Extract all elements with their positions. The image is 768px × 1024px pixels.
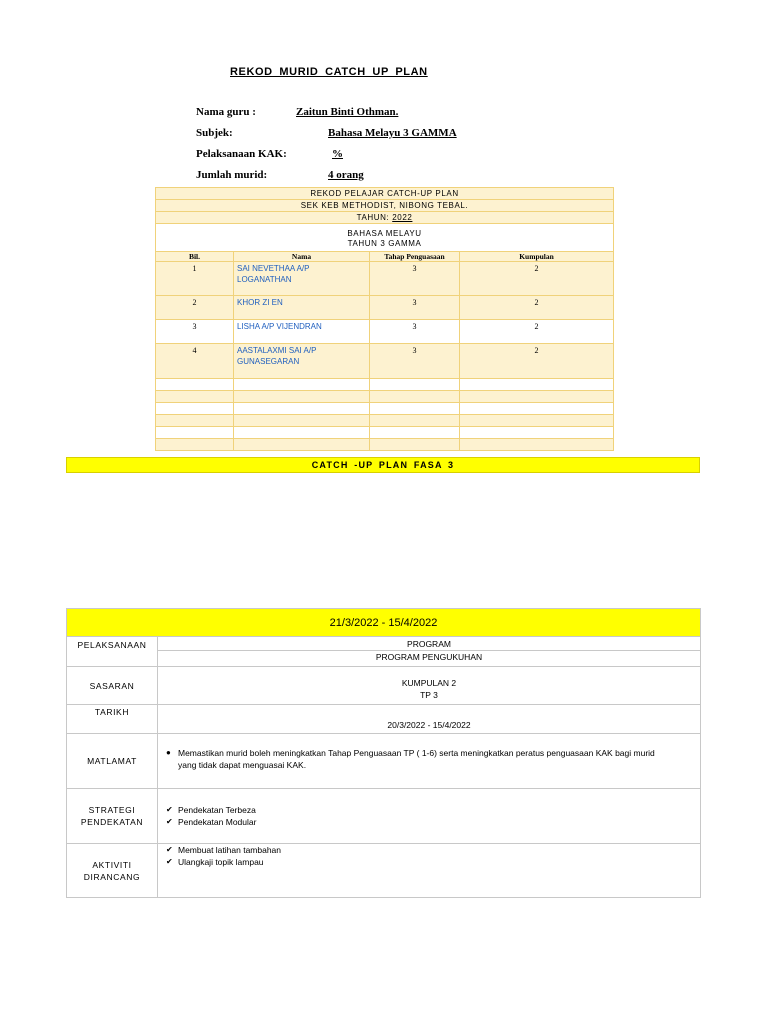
table-row (156, 344, 614, 379)
cell-kumpulan: 2 (460, 320, 614, 344)
col-header-bil: Bil. (156, 252, 234, 262)
nama-line: AASTALAXMI SAI A/P (237, 346, 317, 355)
cell-bil: 4 (156, 344, 234, 379)
cell-bil: 2 (156, 296, 234, 320)
matlamat-row (67, 734, 701, 789)
aktiviti-item (166, 856, 700, 868)
plan-date-range: 21/3/2022 - 15/4/2022 (67, 609, 701, 637)
cell-tahap: 3 (370, 344, 460, 379)
record-year-row (156, 212, 614, 224)
catch-up-plan-fasa-bar: CATCH -UP PLAN FASA 3 (66, 457, 700, 473)
pelaksanaan-row (67, 637, 701, 651)
catch-up-plan-table (66, 608, 701, 898)
strategi-row (67, 789, 701, 844)
col-header-tahap: Tahap Penguasaan (370, 252, 460, 262)
aktiviti-label-line: DIRANCANG (83, 871, 141, 882)
strategi-value (158, 789, 701, 844)
empty-cell (156, 415, 234, 427)
checkmark-icon: ✔ (166, 805, 173, 814)
record-column-header-row (156, 252, 614, 262)
record-heading: REKOD PELAJAR CATCH-UP PLAN (156, 188, 614, 200)
empty-cell (460, 379, 614, 391)
empty-cell (156, 379, 234, 391)
empty-cell (460, 427, 614, 439)
sasaran-label: SASARAN (67, 667, 158, 705)
aktiviti-item (166, 844, 700, 856)
empty-row (156, 427, 614, 439)
cell-kumpulan: 2 (460, 344, 614, 379)
matlamat-text-line: yang tidak dapat menguasai KAK. (178, 760, 307, 770)
strategi-item-label: Pendekatan Modular (178, 817, 257, 827)
program-row (67, 651, 701, 667)
info-label: Jumlah murid: (196, 169, 268, 181)
bullet-icon: ● (166, 748, 171, 757)
cell-bil: 3 (156, 320, 234, 344)
aktiviti-value (158, 844, 701, 898)
table-row (156, 262, 614, 296)
matlamat-text-line: Memastikan murid boleh meningkatkan Tahap Penguasaan TP ( 1-6) serta meningkatkan peratus penguasaan KAK bagi murid (178, 748, 655, 758)
empty-cell (460, 439, 614, 451)
nama-line: GUNASEGARAN (237, 357, 300, 366)
strategi-item (166, 816, 700, 828)
aktiviti-item-label: Membuat latihan tambahan (178, 845, 282, 855)
strategi-item-label: Pendekatan Terbeza (178, 805, 256, 815)
empty-cell (234, 439, 370, 451)
empty-cell (156, 391, 234, 403)
empty-row (156, 439, 614, 451)
record-subject (156, 224, 614, 252)
aktiviti-row (67, 844, 701, 898)
empty-cell (234, 427, 370, 439)
tarikh-value: 20/3/2022 - 15/4/2022 (158, 705, 701, 734)
nama-line: KHOR ZI EN (237, 298, 283, 307)
matlamat-item (166, 747, 700, 771)
info-label: Subjek: (196, 127, 233, 139)
cell-nama (234, 344, 370, 379)
program-label: PROGRAM (158, 637, 701, 651)
empty-cell (234, 391, 370, 403)
info-value: Bahasa Melayu 3 GAMMA (328, 127, 457, 139)
empty-cell (234, 403, 370, 415)
empty-cell (370, 403, 460, 415)
nama-line: LOGANATHAN (237, 275, 292, 284)
sasaran-value (158, 667, 701, 705)
cell-tahap: 3 (370, 262, 460, 296)
empty-cell (156, 427, 234, 439)
cell-tahap: 3 (370, 296, 460, 320)
empty-cell (460, 415, 614, 427)
aktiviti-item-label: Ulangkaji topik lampau (178, 857, 264, 867)
student-record-table (155, 187, 614, 451)
matlamat-value (158, 734, 701, 789)
cell-nama (234, 320, 370, 344)
info-label: Nama guru : (196, 106, 256, 118)
col-header-kumpulan: Kumpulan (460, 252, 614, 262)
cell-nama (234, 296, 370, 320)
cell-tahap: 3 (370, 320, 460, 344)
sasaran-row (67, 667, 701, 705)
cell-bil: 1 (156, 262, 234, 296)
empty-row (156, 403, 614, 415)
empty-cell (156, 439, 234, 451)
checkmark-icon: ✔ (166, 817, 173, 826)
record-school: SEK KEB METHODIST, NIBONG TEBAL. (156, 200, 614, 212)
plan-date-row (67, 609, 701, 637)
class-line: TAHUN 3 GAMMA (347, 239, 422, 248)
checkmark-icon: ✔ (166, 857, 173, 866)
strategi-label-line: STRATEGI (88, 805, 136, 815)
empty-cell (370, 415, 460, 427)
year-value: 2022 (392, 213, 413, 222)
info-value: % (332, 148, 343, 160)
record-heading-row (156, 188, 614, 200)
empty-cell (370, 439, 460, 451)
empty-row (156, 379, 614, 391)
sasaran-tp: TP 3 (420, 690, 438, 700)
pelaksanaan-label: PELAKSANAAN (67, 637, 158, 667)
empty-row (156, 415, 614, 427)
empty-cell (460, 403, 614, 415)
table-row (156, 320, 614, 344)
empty-cell (156, 403, 234, 415)
empty-cell (234, 379, 370, 391)
tarikh-row (67, 705, 701, 734)
empty-cell (370, 391, 460, 403)
empty-cell (370, 379, 460, 391)
info-label: Pelaksanaan KAK: (196, 148, 287, 160)
strategi-label-line: PENDEKATAN (80, 817, 144, 827)
empty-cell (460, 391, 614, 403)
cell-kumpulan: 2 (460, 262, 614, 296)
empty-row (156, 391, 614, 403)
empty-cell (370, 427, 460, 439)
sasaran-kumpulan: KUMPULAN 2 (401, 678, 457, 688)
cell-kumpulan: 2 (460, 296, 614, 320)
table-row (156, 296, 614, 320)
info-value: Zaitun Binti Othman. (296, 106, 399, 118)
nama-line: LISHA A/P VIJENDRAN (237, 322, 322, 331)
subject-line: BAHASA MELAYU (347, 229, 422, 238)
aktiviti-label-line: AKTIVITI (92, 859, 132, 870)
checkmark-icon: ✔ (166, 845, 173, 854)
strategi-item (166, 804, 700, 816)
record-subject-row (156, 224, 614, 252)
document-title: REKOD MURID CATCH UP PLAN (230, 66, 428, 78)
nama-line: SAI NEVETHAA A/P (237, 264, 310, 273)
record-school-row (156, 200, 614, 212)
matlamat-label: MATLAMAT (67, 734, 158, 789)
record-year (156, 212, 614, 224)
aktiviti-label (67, 844, 158, 898)
cell-nama (234, 262, 370, 296)
strategi-label (67, 789, 158, 844)
tarikh-label: TARIKH (67, 705, 158, 734)
info-value: 4 orang (328, 169, 364, 181)
empty-cell (234, 415, 370, 427)
program-value: PROGRAM PENGUKUHAN (158, 651, 701, 667)
col-header-nama: Nama (234, 252, 370, 262)
year-label: TAHUN: (356, 213, 390, 222)
